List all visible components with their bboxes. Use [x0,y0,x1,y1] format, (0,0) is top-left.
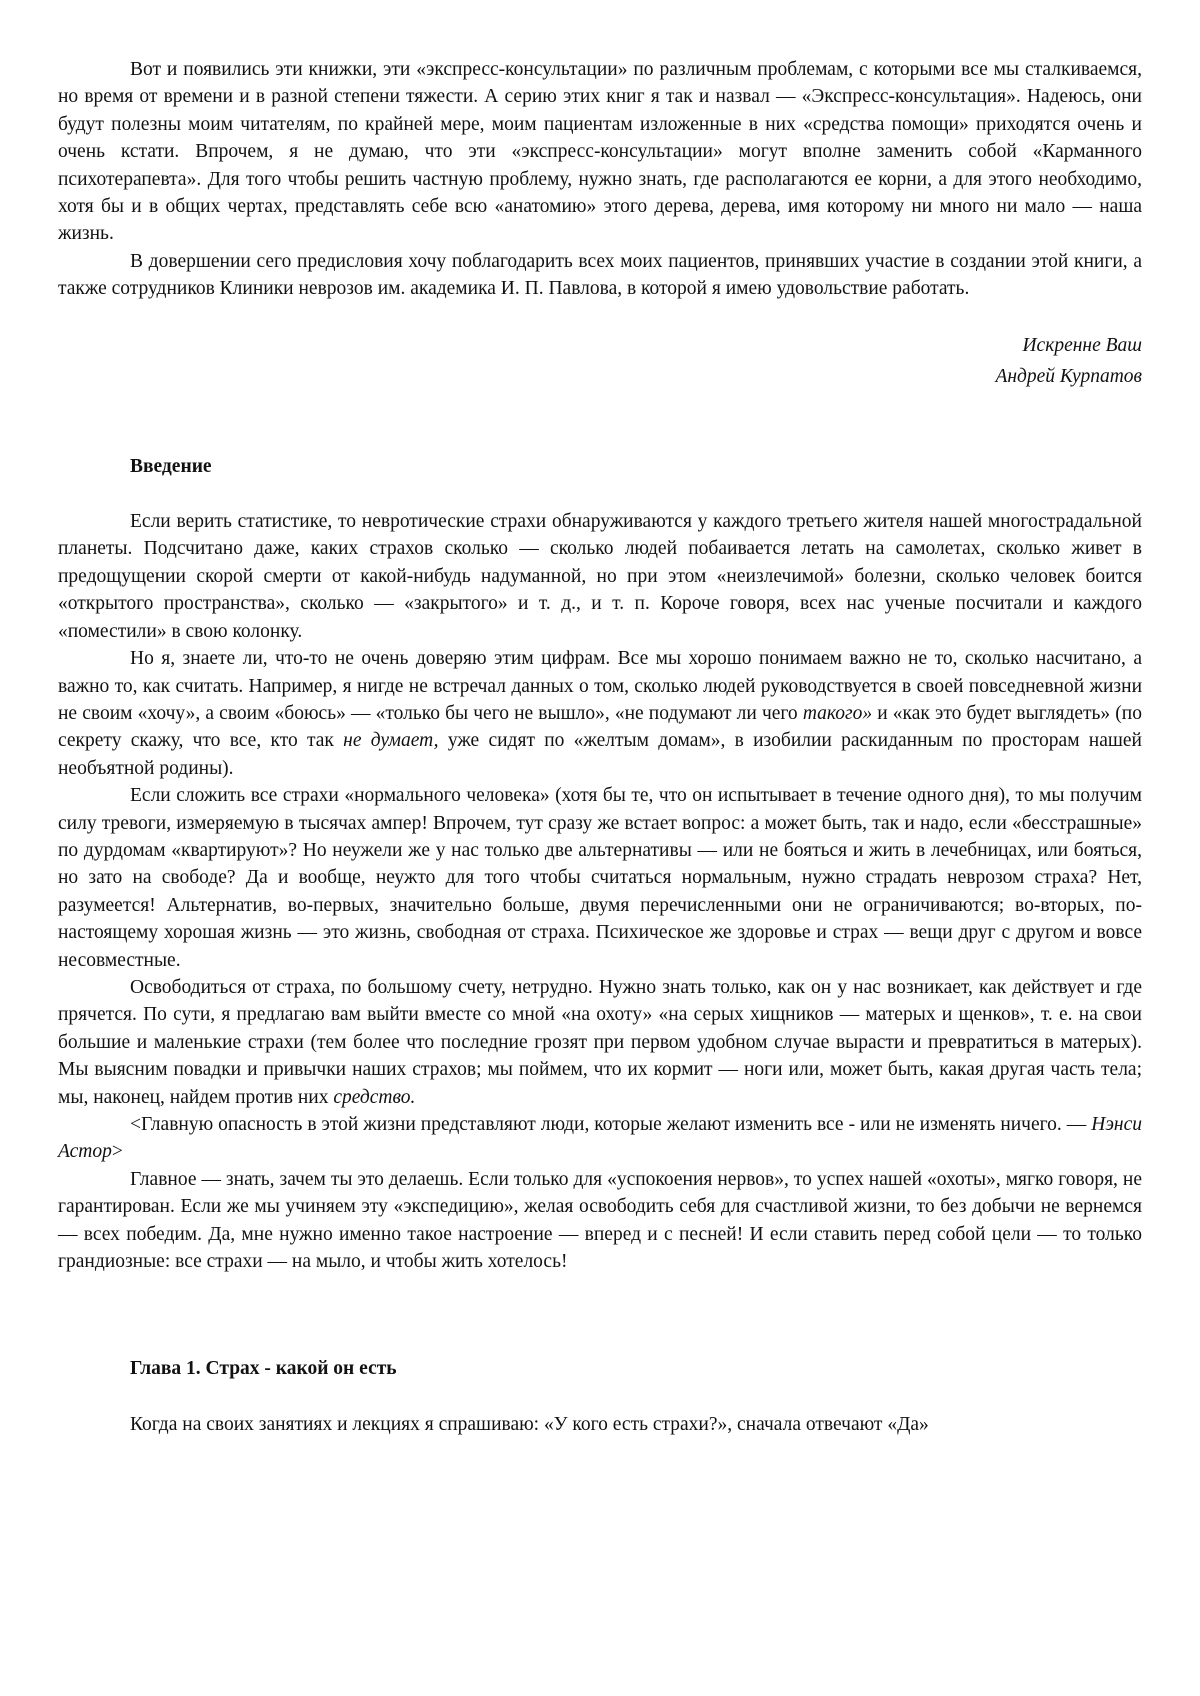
intro-paragraph-1: Если верить статистике, то невротические страхи обнаруживаются у каждого третьего жителя нашей многострадальной планеты. Подсчитано даже, каких страхов сколько — сколько людей побаивается летать на самолетах, сколько живет в предощущении скорой смерти от какой-нибудь надуманной, но при этом «неизлечимой» болезни, сколько человек боится «открытого пространства», сколько — «закрытого» и т. д., и т. п. Короче говоря, всех нас ученые посчитали и каждого «поместили» в свою колонку. [58,511,1142,642]
quote-author: Нэнси Астор [58,1114,1142,1163]
intro-paragraph-2 [58,645,1142,782]
italic-run: такого» [802,702,873,724]
intro-paragraph-4 [58,974,1142,1111]
quote-end: > [111,1141,123,1163]
intro-paragraph-3: Если сложить все страхи «нормального человека» (хотя бы те, что он испытывает в течение одного дня), то мы получим силу тревоги, измеряемую в тысячах ампер! Впрочем, тут сразу же встает вопрос: а может быть, так и надо, если «бесстрашные» по дурдомам «квартируют»? Но неужели же у нас только две альтернативы — или не бояться и жить в лечебницах, или бояться, но зато на свободе? Да и вообще, неужто для того чтобы считаться нормальным, нужно страдать неврозом страха? Нет, разумеется! Альтернатив, во-первых, значительно больше, двумя перечисленными они не ограничиваются; во-вторых, по-настоящему хорошая жизнь — это жизнь, свободная от страха. Психическое же здоровье и страх — вещи друг с другом и вовсе несовместные. [58,785,1142,971]
section-heading-intro: Введение [130,455,212,477]
signature [58,330,1142,392]
text-run: Но я, знаете ли, что-то не очень доверяю этим цифрам. Все мы хорошо понимаем важно не то, сколько насчитано, а важно то, как считать. Например, я нигде не встречал данных о том, сколько людей руководствуется в своей повседневной жизни не своим «хочу», а своим «боюсь» — «только бы чего не вышло», «не подумают ли чего [58,648,1142,724]
text-run: уже сидят по «желтым домам», в изобилии раскиданным по просторам нашей необъятной родины). [58,730,1142,779]
signature-author: Андрей Курпатов [995,365,1142,387]
chapter-heading-1: Глава 1. Страх - какой он есть [130,1358,397,1380]
document-page [58,56,1142,1438]
text-run: Освободиться от страха, по большому счету, нетрудно. Нужно знать только, как он у нас возникает, как действует и где прячется. По сути, я предлагаю вам выйти вместе со мной «на охоту» «на серых хищников — матерых и щенков», т. е. на свои большие и маленькие страхи (тем более что последние грозят при первом удобном случае вырасти и превратиться в матерых). Мы выясним повадки и привычки наших страхов; мы поймем, что их кормит — ноги или, может быть, какая другая часть тела; мы, наконец, найдем против них [58,976,1142,1108]
preface-paragraph-1: Вот и появились эти книжки, эти «экспресс-консультации» по различным проблемам, с которыми все мы сталкиваемся, но время от времени и в разной степени тяжести. А серию этих книг я так и назвал — «Экспресс-консультация». Надеюсь, они будут полезны моим читателям, по крайней мере, моим пациентам изложенные в них «средства помощи» приходятся очень и очень кстати. Впрочем, я не думаю, что эти «экспресс-консультации» могут вполне заменить собой «Карманного психотерапевта». Для того чтобы решить частную проблему, нужно знать, где располагаются ее корни, а для этого необходимо, хотя бы и в общих чертах, представлять себе всю «анатомию» этого дерева, дерева, имя которому ни много ни мало — наша жизнь. [58,59,1142,245]
intro-paragraph-6: Главное — знать, зачем ты это делаешь. Если только для «успокоения нервов», то успех нашей «охоты», мягко говоря, не гарантирован. Если же мы учиняем эту «экспедицию», желая освободить себя для счастливой жизни, то без добычи не вернемся — всех победим. Да, мне нужно именно такое настроение — вперед и с песней! И если ставить перед собой цели — то только грандиозные: все страхи — на мыло, и чтобы жить хотелось! [58,1168,1142,1273]
quote-text: <Главную опасность в этой жизни представляют люди, которые желают изменить все - или не изменять ничего. — [130,1114,1092,1135]
italic-run: средство. [333,1086,416,1108]
chapter1-paragraph-1: Когда на своих занятиях и лекциях я спрашиваю: «У кого есть страхи?», сначала отвечают «Да» [130,1413,929,1435]
italic-run: не думает, [343,730,439,752]
text-run: и «как это будет выглядеть» (по секрету скажу, что все, кто так [58,702,1142,752]
preface-paragraph-2: В довершении сего предисловия хочу поблагодарить всех моих пациентов, принявших участие в создании этой книги, а также сотрудников Клиники неврозов им. академика И. П. Павлова, в которой я имею удовольствие работать. [58,250,1142,300]
quote-paragraph [58,1111,1142,1166]
signature-line-1: Искренне Ваш [1022,334,1142,356]
